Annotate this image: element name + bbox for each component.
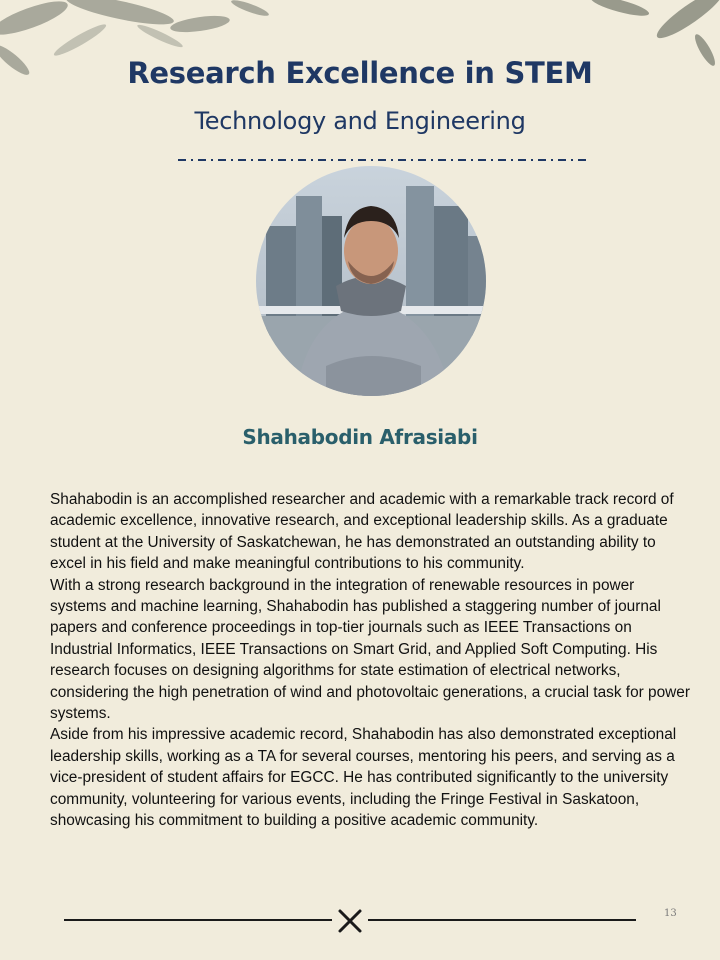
bio-text xyxy=(50,489,690,832)
page-number: 13 xyxy=(664,908,677,919)
bio-paragraph: Shahabodin is an accomplished researcher and academic with a remarkable track record of academic excellence, innovative research, and exceptional leadership skills. As a graduate student at the University of Saskatchewan, he has demonstrated an outstanding ability to excel in his field and make meaningful contributions to his community. xyxy=(50,491,674,573)
bio-paragraph: With a strong research background in the integration of renewable resources in power systems and machine learning, Shahabodin has published a staggering number of journal papers and conference proceedings in top-tier journals such as IEEE Transactions on Industrial Informatics, IEEE Transactions on Smart Grid, and Applied Soft Computing. His research focuses on designing algorithms for state estimation of electrical networks, considering the high penetration of wind and photovoltaic generations, a crucial task for power systems. xyxy=(50,576,690,723)
dash-divider xyxy=(178,157,588,163)
bio-paragraph: Aside from his impressive academic record, Shahabodin has also demonstrated exceptional leadership skills, working as a TA for several courses, mentoring his peers, and serving as a vice-president of student affairs for EGCC. He has contributed significantly to the university community, volunteering for various events, including the Fringe Festival in Saskatoon, showcasing his commitment to building a positive academic community. xyxy=(50,726,677,830)
footer-rule xyxy=(60,905,640,941)
page-title: Research Excellence in STEM xyxy=(127,56,593,90)
page-subtitle: Technology and Engineering xyxy=(194,107,526,135)
cross-icon xyxy=(340,911,360,931)
person-name: Shahabodin Afrasiabi xyxy=(242,425,478,449)
profile-photo xyxy=(256,166,486,396)
